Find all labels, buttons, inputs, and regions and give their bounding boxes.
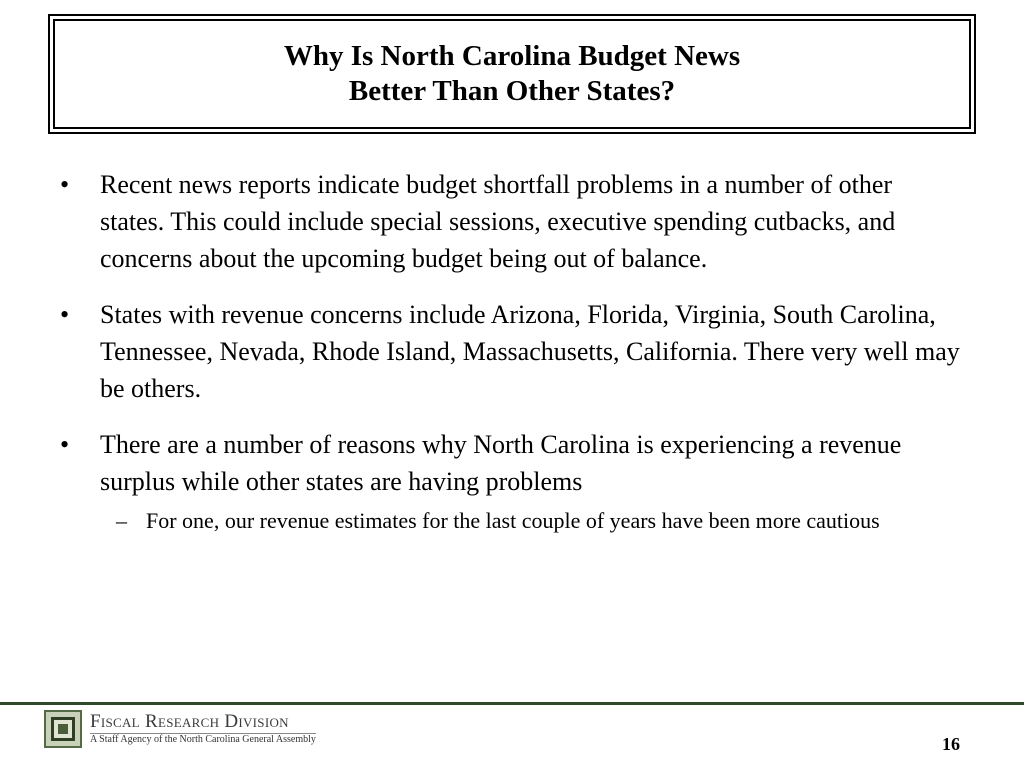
slide-body — [60, 166, 960, 537]
logo-text — [90, 712, 316, 746]
bullet-mark: • — [60, 170, 70, 199]
sub-bullet-item — [116, 504, 960, 537]
footer-divider — [0, 702, 1024, 705]
bullet-item — [60, 166, 960, 277]
bullet-mark: • — [60, 430, 70, 459]
title-inner-frame — [53, 19, 971, 129]
page-number: 16 — [942, 734, 960, 754]
logo-square-icon — [44, 710, 82, 748]
bullet-item — [60, 296, 960, 407]
title-box — [48, 14, 976, 134]
bullet-text: There are a number of reasons why North Carolina is experiencing a revenue surplus while other states are having problems — [100, 430, 902, 496]
slide-title-line-2: Better Than Other States? — [348, 75, 676, 107]
fiscal-research-division-logo — [44, 710, 316, 748]
logo-subtitle: A Staff Agency of the North Carolina General Assembly — [90, 734, 316, 745]
sub-bullet-mark: – — [116, 508, 127, 533]
slide-title-line-1: Why Is North Carolina Budget News — [283, 40, 741, 72]
bullet-text: States with revenue concerns include Arizona, Florida, Virginia, South Carolina, Tennessee, Nevada, Rhode Island, Massachusetts, California. There very well may be others. — [100, 300, 960, 403]
logo-name: Fiscal Research Division — [90, 712, 316, 734]
sub-bullet-text: For one, our revenue estimates for the last couple of years have been more cautious — [146, 508, 880, 533]
bullet-mark: • — [60, 300, 70, 329]
bullet-item — [60, 426, 960, 500]
bullet-text: Recent news reports indicate budget shortfall problems in a number of other states. This could include special sessions, executive spending cutbacks, and concerns about the upcoming budget being out of balance. — [100, 170, 896, 273]
